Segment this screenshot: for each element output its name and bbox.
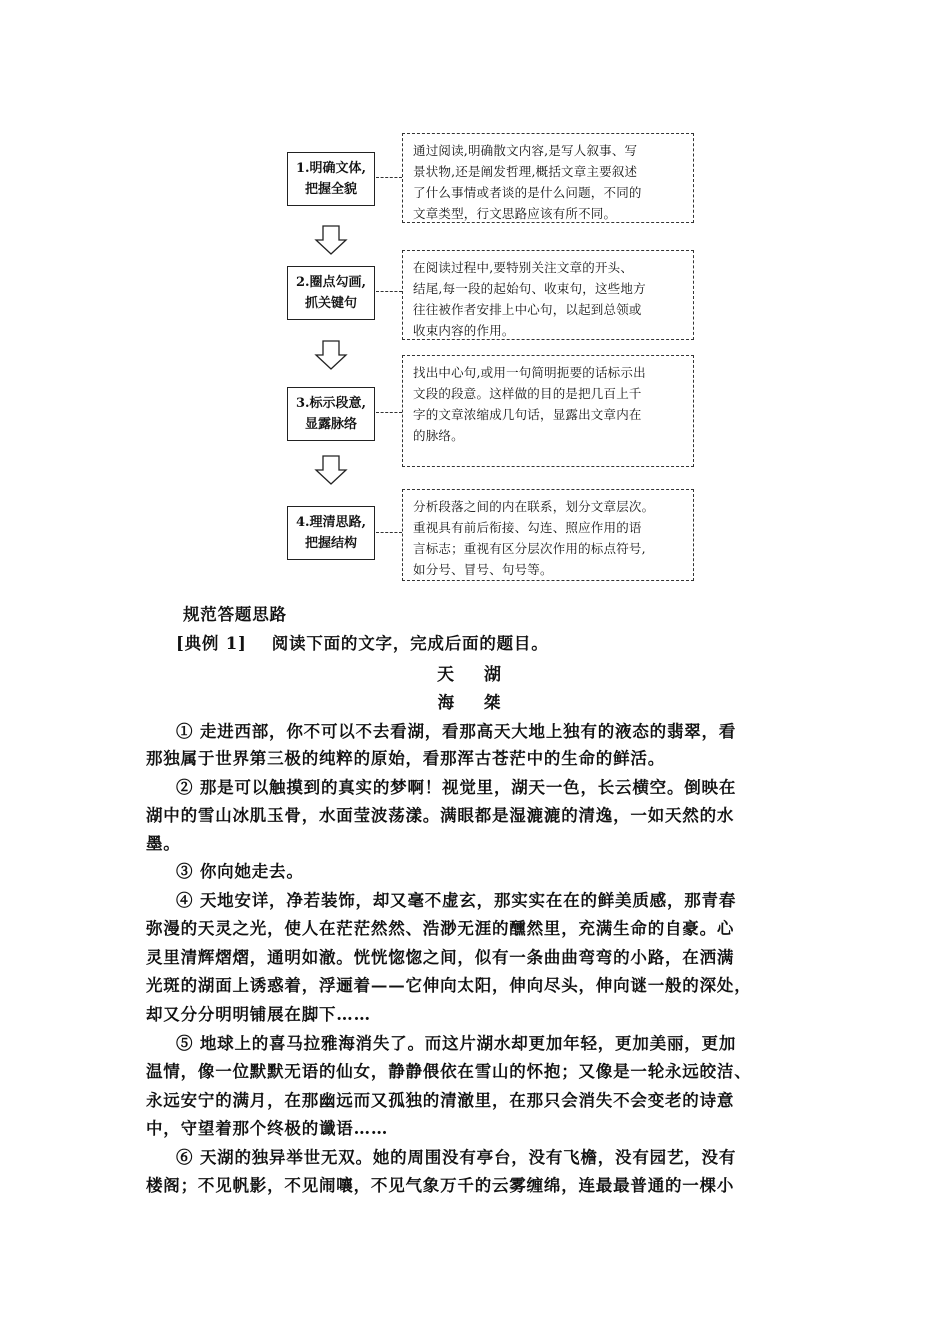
flow-desc-1-line: 了什么事情或者谈的是什么问题，不同的 [413,185,642,200]
article-author: 海 桀 [437,693,513,712]
flow-desc-3-line: 的脉络。 [413,428,464,443]
down-arrow-icon [314,455,348,485]
flow-desc-1 [402,133,694,223]
flow-step-3-label-line2: 显露脉络 [304,417,357,432]
article-line: 光斑的湖面上诱惑着，浮逦着——它伸向太阳，伸向尽头，伸向谜一般的深处， [146,976,752,995]
flow-step-4-label-line1: 4.理清思路, [295,515,367,530]
flow-step-1 [287,152,375,206]
article-line: 灵里清辉熠熠，通明如澈。恍恍惚惚之间，似有一条曲曲弯弯的小路，在洒满 [146,948,735,967]
flow-step-1-label-line1: 1.明确文体, [295,161,367,176]
flow-step-4-label-line2: 把握结构 [304,536,357,551]
flow-desc-3 [402,355,694,467]
flow-desc-1-line: 景状物,还是阐发哲理,概括文章主要叙述 [413,164,638,179]
flow-connector-1 [376,177,402,178]
flow-desc-2 [402,250,694,340]
article-line: 弥漫的天灵之光，使人在茫茫然然、浩渺无涯的醺然里，充满生命的自豪。心 [146,919,735,938]
flow-desc-2-line: 结尾,每一段的起始句、收束句，这些地方 [413,281,646,296]
article-title: 天 湖 [437,665,513,685]
article-line: ⑤ 地球上的喜马拉雅海消失了。而这片湖水却更加年轻，更加美丽，更加 [176,1034,737,1053]
down-arrow-icon [314,225,348,255]
flow-desc-4-line: 如分号、冒号、句号等。 [413,562,553,577]
article-line: ⑥ 天湖的独异举世无双。她的周围没有亭台，没有飞檐，没有园艺，没有 [176,1148,737,1167]
article-line: ① 走进西部，你不可以不去看湖，看那高天大地上独有的液态的翡翠，看 [176,722,737,741]
flow-step-2-label-line2: 抓关键句 [304,296,357,311]
article-line: ④ 天地安详，净若装饰，却又毫不虚玄，那实实在在的鲜美质感，那青春 [176,891,737,910]
flow-desc-1-line: 文章类型，行文思路应该有所不同。 [413,206,617,221]
flow-desc-2-line: 往往被作者安排上中心句，以起到总领或 [413,302,642,317]
article-line: 那独属于世界第三极的纯粹的原始，看那浑古苍茫中的生命的鲜活。 [146,749,665,768]
flow-connector-4 [376,532,402,533]
article-line: 楼阁；不见帆影，不见闹嚷，不见气象万千的云雾缠绵，连最最普通的一棵小 [146,1176,735,1195]
flow-desc-1-line: 通过阅读,明确散文内容,是写人叙事、写 [413,143,638,158]
flow-desc-2-line: 收束内容的作用。 [413,323,515,338]
article-line: 却又分分明明铺展在脚下…… [146,1005,371,1024]
flow-step-2-label-line1: 2.圈点勾画, [295,275,367,290]
example-tag: [典例 1] [176,634,247,653]
flow-desc-4 [402,489,694,581]
flow-desc-4-line: 重视具有前后衔接、勾连、照应作用的语 [413,520,642,535]
flow-desc-3-line: 文段的段意。这样做的目的是把几百上千 [413,386,642,401]
example-instruction: 阅读下面的文字，完成后面的题目。 [271,634,549,653]
article-line: 永远安宁的满月，在那幽远而又孤独的清澈里，在那只会消失不会变老的诗意 [146,1091,735,1110]
flow-step-3-label-line1: 3.标示段意, [295,396,367,411]
down-arrow-icon [314,340,348,370]
article-line: ② 那是可以触摸到的真实的梦啊！视觉里，湖天一色，长云横空。倒映在 [176,778,737,797]
flow-desc-2-line: 在阅读过程中,要特别关注文章的开头、 [413,260,634,275]
flow-desc-3-line: 找出中心句,或用一句简明扼要的话标示出 [413,365,646,380]
section-title: 规范答题思路 [183,605,287,624]
article-line: 温情，像一位默默无语的仙女，静静偎依在雪山的怀抱；又像是一轮永远皎洁、 [146,1062,752,1081]
article-line: 中，守望着那个终极的谶语…… [146,1119,389,1138]
flow-desc-3-line: 字的文章浓缩成几句话，显露出文章内在 [413,407,642,422]
article-line: 湖中的雪山冰肌玉骨，水面莹波荡漾。满眼都是湿漉漉的清逸，一如天然的水 [146,806,735,825]
article-line: 墨。 [146,834,181,853]
flow-connector-2 [376,291,402,292]
flow-step-1-label-line2: 把握全貌 [304,182,357,197]
flow-connector-3 [376,412,402,413]
flow-step-2 [287,266,375,320]
flow-desc-4-line: 分析段落之间的内在联系，划分文章层次。 [413,499,655,514]
flow-step-4 [287,506,375,560]
flow-step-3 [287,387,375,441]
example-heading [176,630,549,654]
flow-desc-4-line: 言标志；重视有区分层次作用的标点符号, [413,541,646,556]
article-line: ③ 你向她走去。 [176,862,304,881]
